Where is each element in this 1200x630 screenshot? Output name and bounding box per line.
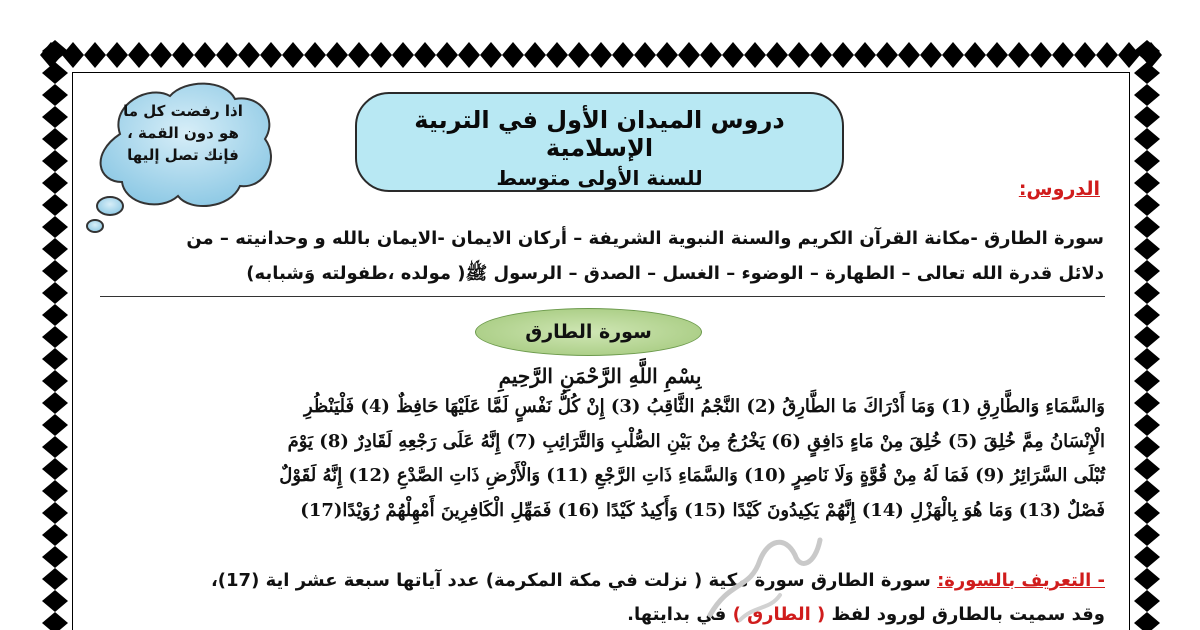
- surah-definition: [95, 570, 1105, 591]
- border-diamond: [766, 42, 788, 68]
- border-diamond: [42, 392, 68, 414]
- border-diamond: [370, 42, 392, 68]
- border-diamond: [42, 216, 68, 238]
- border-diamond: [42, 348, 68, 370]
- border-diamond: [1134, 480, 1160, 502]
- quote-line-2: هو دون القمة ،: [127, 124, 239, 142]
- border-diamond: [42, 502, 68, 524]
- border-diamond: [42, 436, 68, 458]
- border-diamond: [1134, 304, 1160, 326]
- border-diamond: [42, 62, 68, 84]
- border-diamond: [524, 42, 546, 68]
- border-diamond: [480, 42, 502, 68]
- border-diamond: [810, 42, 832, 68]
- verse-line: فَصْلٌ (13) وَمَا هُوَ بِالْهَزْلِ (14) إِنَّهُمْ يَكِيدُونَ كَيْدًا (15) وَأَكِيدُ كَيْدًا (16) فَمَهِّلِ الْكَافِرِينَ أَمْهِلْهُمْ رُوَيْدًا(17): [300, 500, 1105, 521]
- border-diamond: [42, 414, 68, 436]
- naming-text-after: في بدايتها.: [627, 604, 733, 625]
- title-box: [355, 92, 844, 192]
- verse-line: تُبْلَى السَّرَائِرُ (9) فَمَا لَهُ مِنْ قُوَّةٍ وَلَا نَاصِرٍ (10) وَالسَّمَاءِ ذَاتِ الرَّجْعِ (11) وَالْأَرْضِ ذَاتِ الصَّدْعِ (12) إِنَّهُ لَقَوْلٌ: [279, 465, 1105, 486]
- border-diamond: [1134, 458, 1160, 480]
- border-diamond: [1134, 568, 1160, 590]
- border-diamond: [42, 326, 68, 348]
- border-diamond: [1134, 436, 1160, 458]
- border-diamond: [42, 40, 68, 62]
- border-diamond: [854, 42, 876, 68]
- border-diamond: [1134, 62, 1160, 84]
- border-diamond: [42, 260, 68, 282]
- decorative-border-top: [40, 40, 1162, 70]
- border-diamond: [42, 84, 68, 106]
- page-subtitle: للسنة الأولى متوسط: [496, 166, 703, 190]
- border-diamond: [260, 42, 282, 68]
- border-diamond: [1134, 40, 1160, 62]
- border-diamond: [1134, 524, 1160, 546]
- border-diamond: [42, 238, 68, 260]
- border-diamond: [282, 42, 304, 68]
- border-diamond: [216, 42, 238, 68]
- surah-title-badge: سورة الطارق: [475, 308, 702, 356]
- divider: [100, 296, 1105, 297]
- border-diamond: [84, 42, 106, 68]
- border-diamond: [1134, 590, 1160, 612]
- border-diamond: [876, 42, 898, 68]
- border-diamond: [656, 42, 678, 68]
- border-diamond: [238, 42, 260, 68]
- border-diamond: [964, 42, 986, 68]
- border-diamond: [1134, 106, 1160, 128]
- quote-line-1: اذا رفضت كل ما: [123, 102, 243, 120]
- border-diamond: [42, 282, 68, 304]
- border-diamond: [1134, 84, 1160, 106]
- border-diamond: [42, 480, 68, 502]
- border-diamond: [1134, 348, 1160, 370]
- border-diamond: [722, 42, 744, 68]
- border-diamond: [106, 42, 128, 68]
- definition-text: سورة الطارق سورة مكية ( نزلت في مكة المكرمة) عدد آياتها سبعة عشر اية (17)،: [210, 570, 938, 591]
- definition-label: - التعريف بالسورة:: [937, 570, 1105, 591]
- border-diamond: [612, 42, 634, 68]
- border-diamond: [1134, 612, 1160, 630]
- basmala: بِسْمِ اللَّهِ الرَّحْمَنِ الرَّحِيمِ: [498, 364, 702, 388]
- border-diamond: [436, 42, 458, 68]
- border-diamond: [42, 150, 68, 172]
- border-diamond: [150, 42, 172, 68]
- verse-line: وَالسَّمَاءِ وَالطَّارِقِ (1) وَمَا أَدْرَاكَ مَا الطَّارِقُ (2) النَّجْمُ الثَّاقِبُ (3) إِنْ كُلُّ نَفْسٍ لَمَّا عَلَيْهَا حَافِظٌ (4) فَلْيَنْظُرِ: [303, 396, 1105, 417]
- border-diamond: [42, 590, 68, 612]
- border-diamond: [502, 42, 524, 68]
- border-diamond: [392, 42, 414, 68]
- border-diamond: [1134, 238, 1160, 260]
- border-diamond: [1008, 42, 1030, 68]
- border-diamond: [590, 42, 612, 68]
- border-diamond: [42, 568, 68, 590]
- border-diamond: [1134, 282, 1160, 304]
- border-diamond: [1134, 172, 1160, 194]
- border-diamond: [42, 106, 68, 128]
- border-diamond: [1096, 42, 1118, 68]
- border-diamond: [568, 42, 590, 68]
- border-diamond: [1134, 216, 1160, 238]
- surah-naming-note: [95, 604, 1105, 625]
- border-diamond: [744, 42, 766, 68]
- border-diamond: [348, 42, 370, 68]
- verse-line: الْإِنْسَانُ مِمَّ خُلِقَ (5) خُلِقَ مِنْ مَاءٍ دَافِقٍ (6) يَخْرُجُ مِنْ بَيْنِ الصُّلْبِ وَالتَّرَائِبِ (7) إِنَّهُ عَلَى رَجْعِهِ لَقَادِرٌ (8) يَوْمَ: [287, 431, 1105, 452]
- quote-line-3: فإنك تصل إليها: [127, 146, 239, 164]
- border-diamond: [678, 42, 700, 68]
- border-diamond: [1074, 42, 1096, 68]
- watermark-icon: [700, 520, 830, 630]
- border-diamond: [42, 194, 68, 216]
- motivation-quote: [108, 100, 258, 166]
- border-diamond: [788, 42, 810, 68]
- border-diamond: [42, 172, 68, 194]
- border-diamond: [1134, 370, 1160, 392]
- border-diamond: [42, 546, 68, 568]
- border-diamond: [832, 42, 854, 68]
- border-diamond: [1134, 414, 1160, 436]
- border-diamond: [42, 524, 68, 546]
- lessons-list-line-2: دلائل قدرة الله تعالى – الطهارة – الوضوء – الغسل – الصدق – الرسول ﷺ( مولده ،طفولته وَشبابه): [246, 263, 1104, 284]
- border-diamond: [1134, 150, 1160, 172]
- border-diamond: [128, 42, 150, 68]
- border-diamond: [42, 612, 68, 630]
- border-diamond: [898, 42, 920, 68]
- border-diamond: [42, 458, 68, 480]
- border-diamond: [42, 304, 68, 326]
- border-diamond: [172, 42, 194, 68]
- border-diamond: [414, 42, 436, 68]
- border-diamond: [1134, 128, 1160, 150]
- border-diamond: [546, 42, 568, 68]
- page-title: دروس الميدان الأول في التربية الإسلامية: [414, 106, 785, 162]
- decorative-border-left: [40, 40, 70, 630]
- border-diamond: [1134, 326, 1160, 348]
- highlighted-word: ( الطارق ): [732, 604, 826, 625]
- border-diamond: [1030, 42, 1052, 68]
- border-diamond: [986, 42, 1008, 68]
- border-diamond: [700, 42, 722, 68]
- border-diamond: [634, 42, 656, 68]
- border-diamond: [942, 42, 964, 68]
- border-diamond: [1134, 392, 1160, 414]
- border-diamond: [458, 42, 480, 68]
- lessons-heading: الدروس:: [1018, 178, 1100, 200]
- border-diamond: [42, 370, 68, 392]
- border-diamond: [1134, 546, 1160, 568]
- lessons-list-line-1: سورة الطارق -مكانة القرآن الكريم والسنة النبوية الشريفة – أركان الايمان -الايمان بالله و وحدانيته – من: [186, 228, 1104, 249]
- border-diamond: [194, 42, 216, 68]
- border-diamond: [1134, 194, 1160, 216]
- naming-text-before: وقد سميت بالطارق لورود لفظ: [825, 604, 1105, 625]
- border-diamond: [1052, 42, 1074, 68]
- decorative-border-right: [1132, 40, 1162, 630]
- border-diamond: [326, 42, 348, 68]
- border-diamond: [304, 42, 326, 68]
- border-diamond: [1134, 502, 1160, 524]
- border-diamond: [42, 128, 68, 150]
- border-diamond: [920, 42, 942, 68]
- border-diamond: [1134, 260, 1160, 282]
